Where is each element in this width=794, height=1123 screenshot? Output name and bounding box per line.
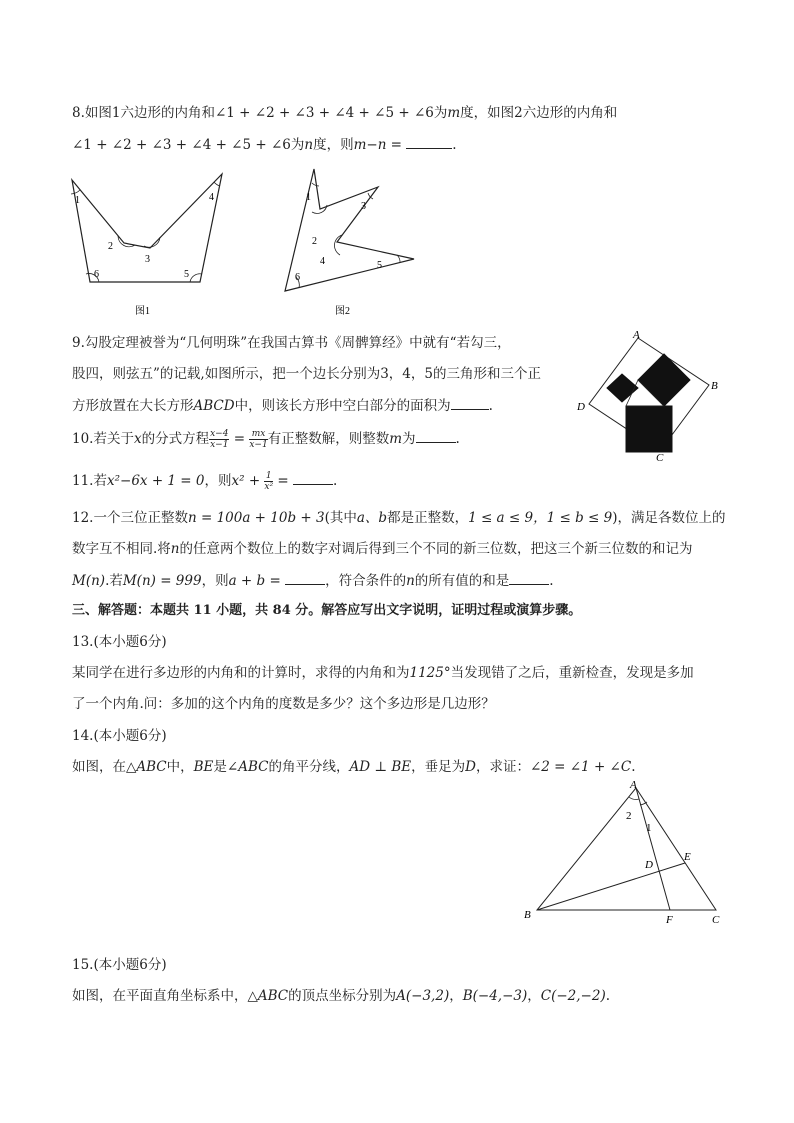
fig1-label-4: 4 [209, 192, 214, 203]
q14-segment-be [537, 863, 685, 910]
fig2-label-5: 5 [377, 260, 382, 271]
fig1-label-1: 1 [75, 195, 80, 206]
q13-line-1: 某同学在进行多边形的内角和的计算时，求得的内角和为1125°当发现错了之后，重新检查，发现是多加 [72, 665, 694, 681]
q8-line-1: 8.如图1六边形的内角和∠1 + ∠2 + ∠3 + ∠4 + ∠5 + ∠6为m度，如图2六边形的内角和 [72, 105, 618, 121]
q14-line: 如图，在△ABC中，BE是∠ABC的角平分线，AD ⊥ BE，垂足为D，求证：∠2 = ∠1 + ∠C. [72, 759, 636, 775]
fig2-label-4: 4 [320, 256, 325, 267]
q9-square-large [626, 406, 672, 452]
fig2-arc-1 [312, 183, 319, 186]
q9-label-C: C [656, 452, 664, 464]
q14-heading: 14.(本小题6分) [72, 728, 167, 744]
q14-triangle-abc [537, 788, 716, 910]
q14-label-C: C [712, 914, 720, 926]
q10-line: 10.若关于x的分式方程 $\frac{x-4}{x-1}$ = $\frac{mx}{x-1}$ 有正整数解，则整数m为 . [72, 429, 460, 450]
fig2-label-1: 1 [306, 192, 311, 203]
q11-line: 11.若x²−6x + 1 = 0，则x² + $\frac{1}{\text{x²}}$ = . [72, 471, 338, 492]
q9-label-D: D [577, 401, 585, 413]
fig1-label-6: 6 [94, 269, 99, 280]
q14-label-2: 2 [626, 810, 632, 822]
fig2-label-3: 3 [361, 201, 366, 212]
q9-label-A: A [633, 329, 640, 341]
q14-angle-2-arc [629, 797, 639, 799]
q9-line-1: 9.勾股定理被誉为“几何明珠”在我国古算书《周髀算经》中就有“若勾三， [72, 335, 511, 351]
fig1-arc-4 [214, 182, 220, 186]
q15-line: 如图，在平面直角坐标系中，△ABC的顶点坐标分别为A(−3,2)，B(−4,−3)，C(−2,−2). [72, 988, 611, 1004]
q14-label-A: A [630, 779, 637, 791]
q14-label-E: E [684, 851, 691, 863]
q15-heading: 15.(本小题6分) [72, 957, 167, 973]
q11-answer-blank[interactable] [293, 470, 333, 485]
q11-fraction: $\frac{1}{\text{x²}}$ [264, 471, 274, 492]
section-3-heading: 三、解答题：本题共 11 小题，共 84 分。解答应写出文字说明，证明过程或演算步骤。 [72, 603, 582, 618]
q14-label-1: 1 [646, 822, 652, 834]
q10-answer-blank[interactable] [416, 428, 456, 443]
q8-figure-2 [280, 165, 430, 320]
q9-answer-blank[interactable] [451, 395, 489, 410]
q12-answer-blank-2[interactable] [509, 570, 549, 585]
q9-label-B: B [711, 380, 718, 392]
q8-figure-1 [66, 170, 236, 320]
fig1-caption: 图1 [135, 306, 150, 317]
q12-answer-blank-1[interactable] [285, 570, 325, 585]
q14-label-B: B [524, 909, 531, 921]
fig1-arc-1 [71, 190, 80, 194]
q10-fraction-left: $\frac{x-4}{x-1}$ [210, 429, 229, 450]
fig1-label-2: 2 [108, 241, 113, 252]
q8-line-2: ∠1 + ∠2 + ∠3 + ∠4 + ∠5 + ∠6为n度，则m−n = . [72, 134, 457, 155]
q14-figure [520, 778, 735, 928]
fig2-arc-4 [334, 235, 342, 255]
fig2-label-6: 6 [295, 272, 300, 283]
fig1-label-5: 5 [184, 269, 189, 280]
q14-label-F: F [666, 914, 673, 926]
fig1-label-3: 3 [145, 254, 150, 265]
q12-line-2: 数字互不相同.将n的任意两个数位上的数字对调后得到三个不同的新三位数，把这三个新三位数的和记为 [72, 541, 693, 557]
q9-square-medium [638, 354, 690, 406]
q13-heading: 13.(本小题6分) [72, 634, 167, 650]
fig2-label-2: 2 [312, 236, 317, 247]
fig1-hexagon [72, 174, 222, 282]
q14-segment-af [636, 788, 670, 910]
q9-figure [574, 328, 734, 463]
q10-fraction-right: $\frac{mx}{x-1}$ [249, 429, 268, 450]
q12-line-3: M(n).若M(n) = 999，则a + b = ，符合条件的n的所有值的和是 . [72, 570, 554, 591]
q14-label-D: D [645, 859, 653, 871]
fig2-hexagon [285, 169, 414, 291]
q12-line-1: 12.一个三位正整数n = 100a + 10b + 3(其中a、b都是正整数，1 ≤ a ≤ 9，1 ≤ b ≤ 9)，满足各数位上的 [72, 510, 726, 526]
q13-line-2: 了一个内角.问：多加的这个内角的度数是多少？这个多边形是几边形？ [72, 696, 495, 712]
q9-line-2: 股四，则弦五”的记载,如图所示，把一个边长分别为3，4，5的三角形和三个正 [72, 366, 541, 382]
q9-line-3: 方形放置在大长方形ABCD中，则该长方形中空白部分的面积为 . [72, 395, 493, 416]
q9-square-small [607, 374, 638, 402]
fig2-caption: 图2 [335, 306, 350, 317]
q8-answer-blank[interactable] [406, 134, 452, 149]
